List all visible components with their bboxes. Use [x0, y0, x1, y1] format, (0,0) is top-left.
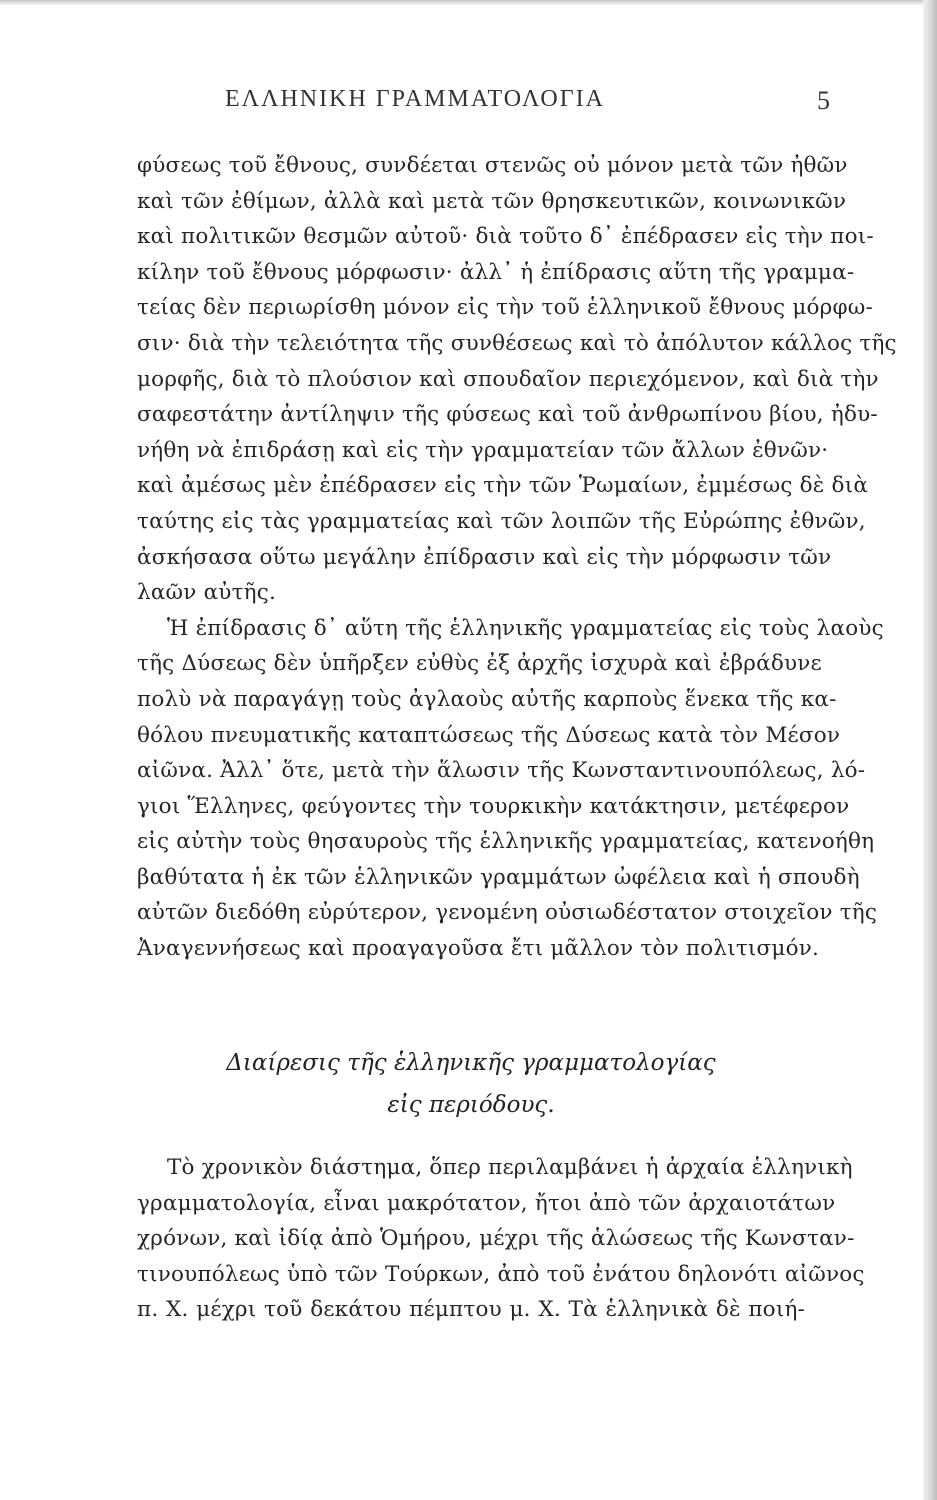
text-line: ταύτης εἰς τὰς γραμματείας καὶ τῶν λοιπῶν τῆς Εὐρώπης ἐθνῶν,: [137, 508, 866, 534]
running-title: ΕΛΛΗΝΙΚΗ ΓΡΑΜΜΑΤΟΛΟΓΙΑ: [225, 86, 605, 112]
paragraph-1: [137, 148, 897, 611]
text-line: Τὸ χρονικὸν διάστημα, ὅπερ περιλαμβάνει ἡ ἀρχαία ἑλληνικὴ: [167, 1155, 853, 1180]
text-line: τείας δὲν περιωρίσθη μόνον εἰς τὴν τοῦ ἑλληνικοῦ ἔθνους μόρφω-: [137, 295, 873, 321]
paragraph-3: [137, 1150, 865, 1328]
text-line: νήθη νὰ ἐπιδράσῃ καὶ εἰς τὴν γραμματείαν τῶν ἄλλων ἐθνῶν·: [137, 437, 829, 463]
text-line: Ἡ ἐπίδρασις δ᾽ αὕτη τῆς ἑλληνικῆς γραμματείας εἰς τοὺς λαοὺς: [167, 615, 884, 641]
text-line: τῆς Δύσεως δὲν ὑπῆρξεν εὐθὺς ἐξ ἀρχῆς ἰσχυρὰ καὶ ἐβράδυνε: [137, 651, 822, 677]
text-line: γιοι Ἕλληνες, φεύγοντες τὴν τουρκικὴν κατάκτησιν, μετέφερον: [137, 793, 850, 819]
section-heading: Διαίρεσις τῆς ἑλληνικῆς γραμματολογίας: [226, 1050, 716, 1076]
text-line: θόλου πνευματικῆς καταπτώσεως τῆς Δύσεως κατὰ τὸν Μέσον: [137, 722, 841, 748]
page-number: 5: [817, 86, 830, 115]
text-line: τινουπόλεως ὑπὸ τῶν Τούρκων, ἀπὸ τοῦ ἐνάτου δηλονότι αἰῶνος: [137, 1261, 865, 1287]
text-line: φύσεως τοῦ ἔθνους, συνδέεται στενῶς οὐ μόνον μετὰ τῶν ἠθῶν: [137, 153, 848, 178]
text-line: καὶ πολιτικῶν θεσμῶν αὐτοῦ· διὰ τοῦτο δ᾽ ἐπέδρασεν εἰς τὴν ποι-: [137, 224, 874, 250]
page-top-edge: [0, 0, 937, 6]
text-line: πολὺ νὰ παραγάγῃ τοὺς ἀγλαοὺς αὐτῆς καρποὺς ἕνεκα τῆς κα-: [137, 686, 837, 712]
text-line: ἀσκήσασα οὕτω μεγάλην ἐπίδρασιν καὶ εἰς τὴν μόρφωσιν τῶν: [137, 544, 832, 570]
page-header: [130, 86, 830, 126]
text-line: βαθύτατα ἡ ἐκ τῶν ἑλληνικῶν γραμμάτων ὠφέλεια καὶ ἡ σπουδὴ: [137, 864, 860, 890]
paragraph-2: [137, 611, 884, 967]
text-line: Ἀναγεννήσεως καὶ προαγαγοῦσα ἔτι μᾶλλον τὸν πολιτισμόν.: [137, 936, 820, 962]
text-line: λαῶν αὐτῆς.: [137, 580, 277, 606]
text-line: χρόνων, καὶ ἰδίᾳ ἀπὸ Ὁμήρου, μέχρι τῆς ἁλώσεως τῆς Κωνσταν-: [137, 1226, 855, 1252]
text-line: γραμματολογία, εἶναι μακρότατον, ἤτοι ἀπὸ τῶν ἀρχαιοτάτων: [137, 1190, 836, 1216]
text-line: καὶ τῶν ἐθίμων, ἀλλὰ καὶ μετὰ τῶν θρησκευτικῶν, κοινωνικῶν: [137, 188, 847, 214]
text-line: κίλην τοῦ ἔθνους μόρφωσιν· ἀλλ᾽ ἡ ἐπίδρασις αὕτη τῆς γραμμα-: [137, 259, 855, 285]
text-line: εἰς αὐτὴν τοὺς θησαυροὺς τῆς ἑλληνικῆς γραμματείας, κατενοήθη: [137, 829, 875, 855]
page-right-edge: [923, 0, 937, 1500]
text-line: σιν· διὰ τὴν τελειότητα τῆς συνθέσεως καὶ τὸ ἀπόλυτον κάλλος τῆς: [137, 330, 897, 356]
text-line: π. Χ. μέχρι τοῦ δεκάτου πέμπτου μ. Χ. Τὰ ἑλληνικὰ δὲ ποιή-: [137, 1297, 805, 1323]
section-heading-continued: εἰς περιόδους.: [387, 1092, 555, 1118]
text-line: αὐτῶν διεδόθη εὐρύτερον, γενομένη οὐσιωδέστατον στοιχεῖον τῆς: [137, 900, 878, 926]
text-line: μορφῆς, διὰ τὸ πλούσιον καὶ σπουδαῖον περιεχόμενον, καὶ διὰ τὴν: [137, 366, 879, 392]
text-line: σαφεστάτην ἀντίληψιν τῆς φύσεως καὶ τοῦ ἀνθρωπίνου βίου, ἠδυ-: [137, 402, 878, 428]
body-text-section: [137, 1150, 865, 1328]
body-text: [137, 148, 897, 967]
text-line: αἰῶνα. Ἀλλ᾽ ὅτε, μετὰ τὴν ἅλωσιν τῆς Κωνσταντινουπόλεως, λό-: [137, 758, 866, 784]
text-line: καὶ ἀμέσως μὲν ἐπέδρασεν εἰς τὴν τῶν Ῥωμαίων, ἐμμέσως δὲ διὰ: [137, 473, 869, 499]
